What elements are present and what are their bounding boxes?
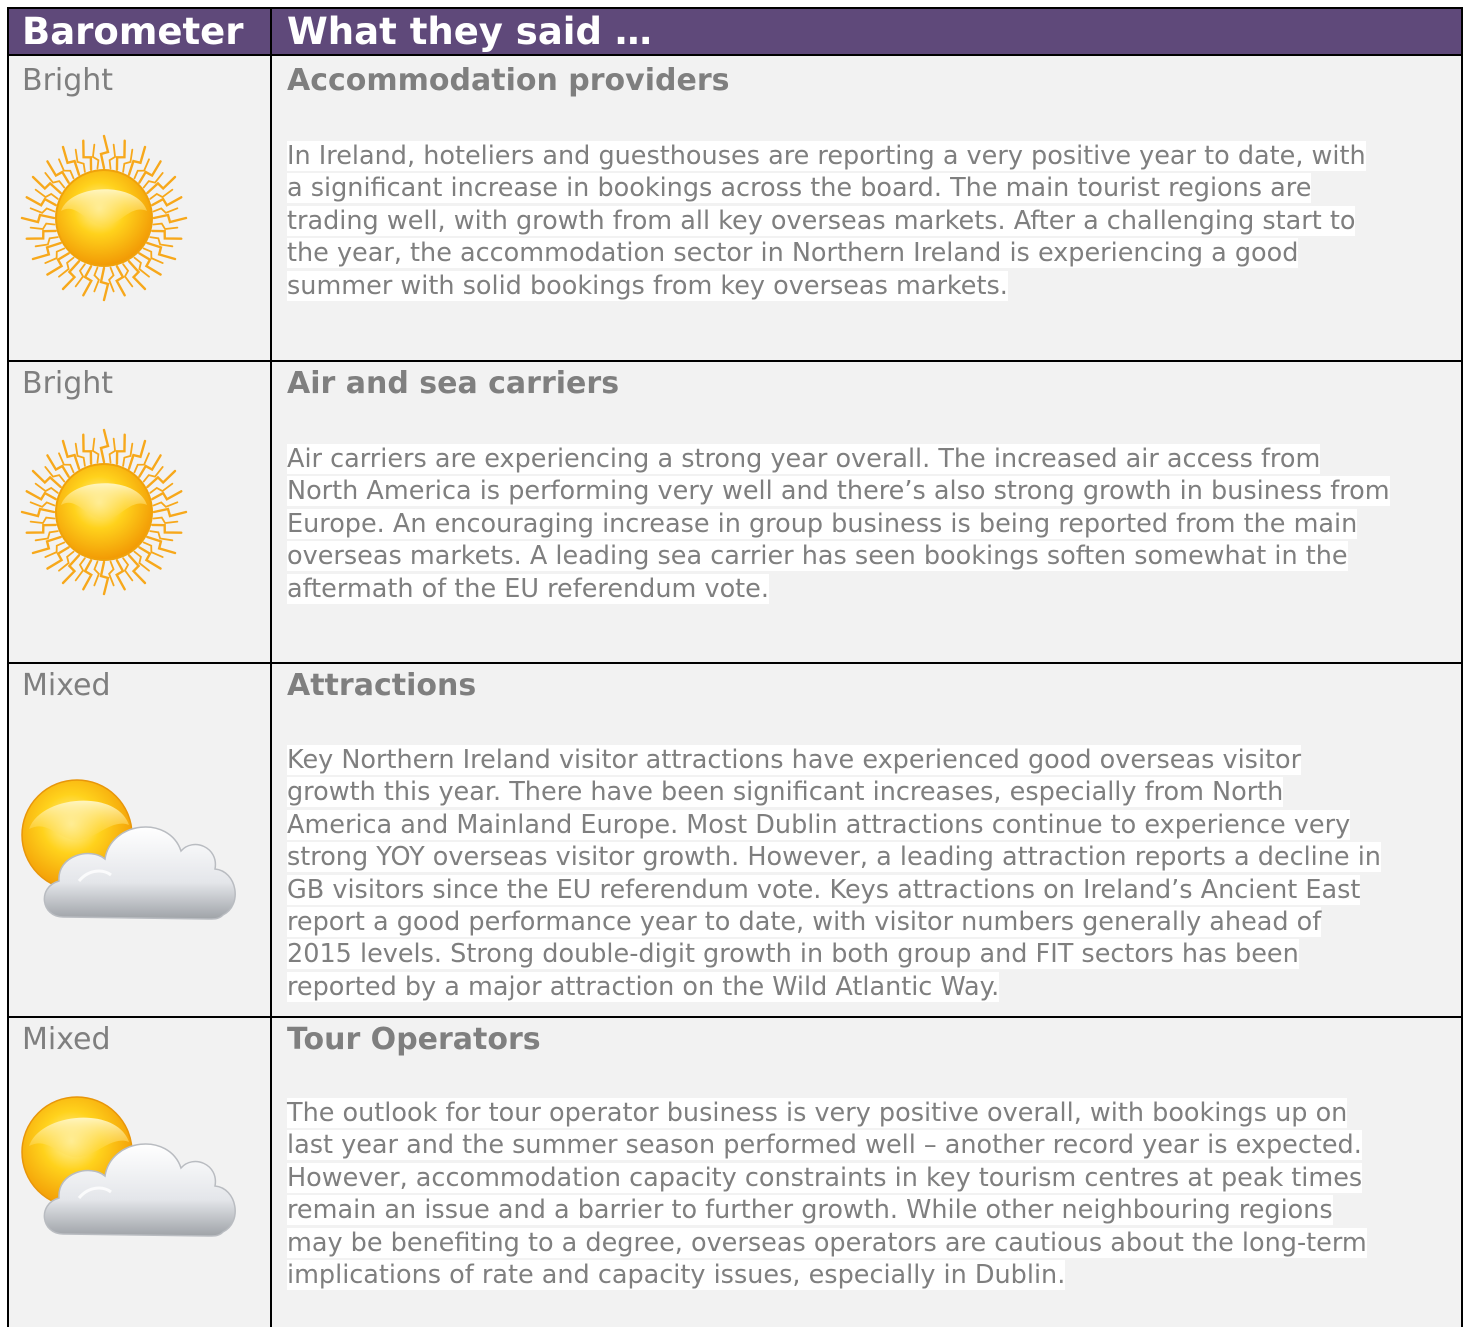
section-body: Air carriers are experiencing a strong year overall. The increased air access from North America is performing very well and there’s also strong growth in business from Europe. An encouraging increase in group business is being reported from the main overseas markets. A leading sea carrier has seen bookings soften somewhat in the aftermath of the EU referendum vote. (287, 444, 1390, 604)
section-title: Tour Operators (287, 1022, 541, 1057)
header-what-they-said: What they said … (287, 10, 652, 53)
barometer-label: Mixed (22, 1022, 111, 1057)
sun-icon (19, 133, 189, 303)
sun-cloud-icon (19, 777, 241, 927)
row-divider (7, 662, 1463, 664)
section-title: Accommodation providers (287, 63, 730, 98)
section-body: Key Northern Ireland visitor attractions have experienced good overseas visitor growth this year. There have been significant increases, especially from North America and Mainland Europe. Most Dublin attractions continue to experience very strong YOY overseas visitor growth. However, a leading attraction reports a decline in GB visitors since the EU referendum vote. Keys attractions on Ireland’s Ancient East report a good performance year to date, with visitor numbers generally ahead of 2015 levels. Strong double-digit growth in both group and FIT sectors has been reported by a major attraction on the Wild Atlantic Way. (287, 745, 1381, 1002)
barometer-label: Bright (22, 63, 114, 98)
section-body: In Ireland, hoteliers and guesthouses are reporting a very positive year to date, with a significant increase in bookings across the board. The main tourist regions are trading well, with growth from all key overseas markets. After a challenging start to the year, the accommodation sector in Northern Ireland is experiencing a good summer with solid bookings from key overseas markets. (287, 141, 1366, 301)
row-divider (7, 1016, 1463, 1018)
table-header (7, 7, 1463, 56)
column-divider (270, 7, 272, 1327)
section-title: Air and sea carriers (287, 366, 620, 401)
section-title: Attractions (287, 668, 477, 703)
barometer-table (7, 7, 1463, 1327)
barometer-label: Bright (22, 366, 114, 401)
sun-icon (19, 427, 189, 597)
header-barometer: Barometer (22, 10, 244, 53)
table-border-left (7, 7, 9, 1327)
barometer-label: Mixed (22, 668, 111, 703)
section-body: The outlook for tour operator business is very positive overall, with bookings up on last year and the summer season performed well – another record year is expected. However, accommodation capacity constraints in key tourism centres at peak times remain an issue and a barrier to further growth. While other neighbouring regions may be benefiting to a degree, overseas operators are cautious about the long-term implications of rate and capacity issues, especially in Dublin. (287, 1098, 1367, 1291)
row-divider (7, 360, 1463, 362)
sun-cloud-icon (19, 1094, 241, 1244)
table-border-right (1461, 7, 1463, 1327)
